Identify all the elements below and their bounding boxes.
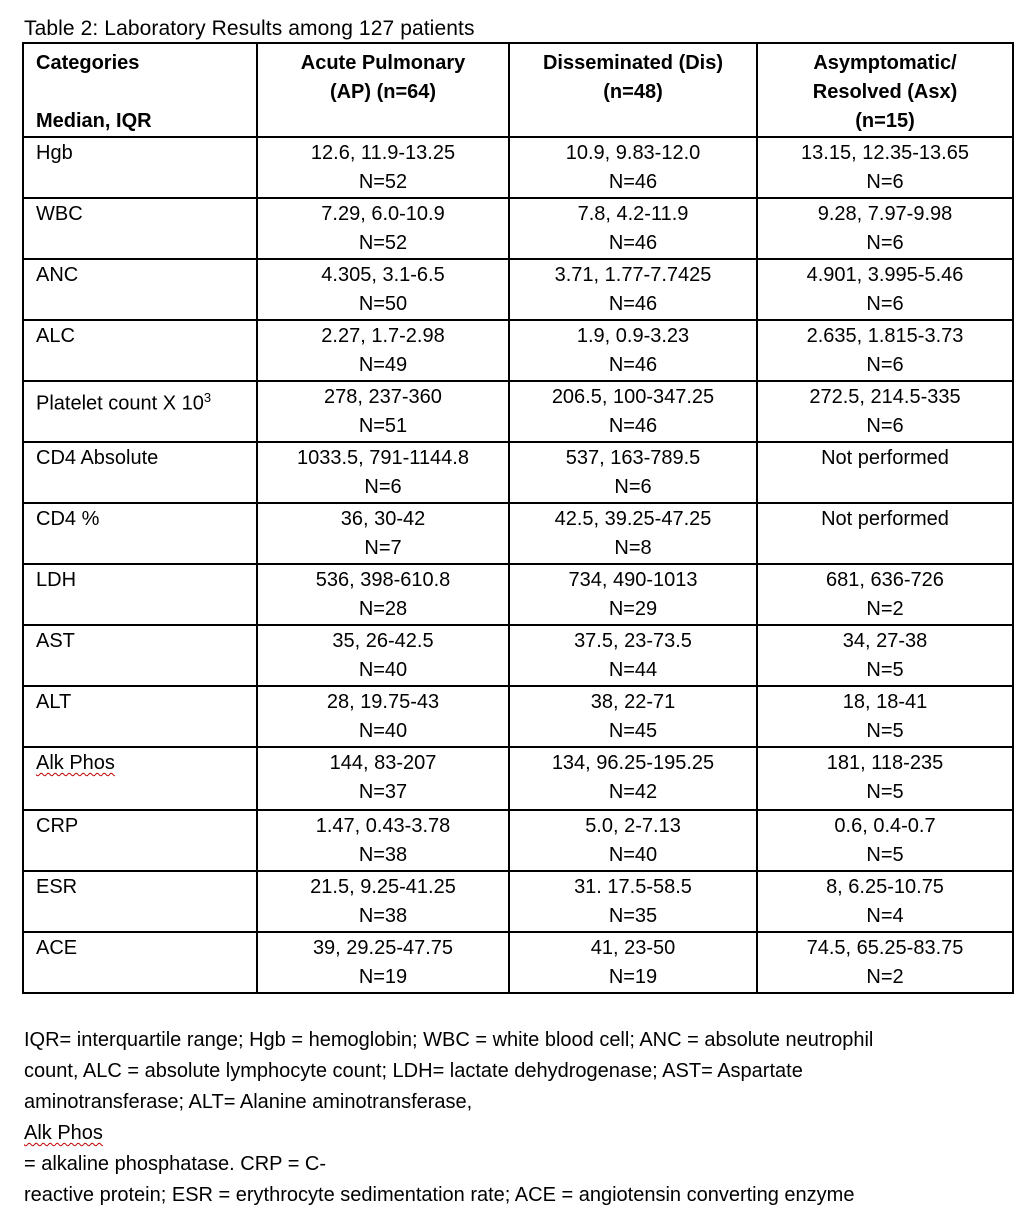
cell-n: N=49	[358, 354, 408, 376]
cell-value: 2.635, 1.815-3.73	[806, 325, 964, 347]
cell-n: N=6	[866, 354, 904, 376]
header-median-label: Median, IQR	[36, 110, 152, 132]
cell-value: 37.5, 23-73.5	[574, 630, 692, 652]
cell-value: 28, 19.75-43	[326, 691, 440, 713]
cell-n: N=6	[866, 415, 904, 437]
cell-value: 1033.5, 791-1144.8	[296, 447, 469, 469]
cell-ap	[257, 381, 509, 442]
lab-results-table	[22, 42, 1014, 994]
cell-n: N=5	[866, 781, 904, 803]
cell-n: N=6	[866, 293, 904, 315]
cell-asx	[757, 932, 1013, 993]
cell-value: 537, 163-789.5	[565, 447, 701, 469]
footnote-alk-phos: Alk Phos	[24, 1122, 103, 1144]
footnote-line	[24, 1087, 1014, 1180]
cell-value: 74.5, 65.25-83.75	[806, 937, 964, 959]
table-footnote	[24, 1025, 1014, 1211]
cell-n: N=19	[608, 966, 658, 988]
row-label: WBC	[36, 203, 83, 225]
cell-dis	[509, 564, 757, 625]
row-label	[24, 748, 256, 778]
cell-dis	[509, 625, 757, 686]
cell-n: N=6	[866, 171, 904, 193]
cell-n: N=5	[866, 659, 904, 681]
cell-ap	[257, 747, 509, 810]
cell-asx	[757, 442, 1013, 503]
cell-n: N=6	[866, 232, 904, 254]
table-row-platelet	[23, 381, 1013, 442]
table-row-alk-phos	[23, 747, 1013, 810]
cell-value: 42.5, 39.25-47.25	[554, 508, 712, 530]
cell-n: N=19	[358, 966, 408, 988]
header-asymptomatic	[757, 43, 1013, 137]
header-asx-line2: Resolved (Asx)	[812, 81, 958, 103]
cell-ap	[257, 564, 509, 625]
cell-value: 1.47, 0.43-3.78	[315, 815, 451, 837]
cell-n: N=40	[358, 659, 408, 681]
cell-value: 2.27, 1.7-2.98	[321, 325, 445, 347]
cell-n: N=5	[866, 844, 904, 866]
table-row-esr	[23, 871, 1013, 932]
cell-asx	[757, 810, 1013, 871]
cell-value: 134, 96.25-195.25	[551, 752, 715, 774]
footnote-line: IQR= interquartile range; Hgb = hemoglobin; WBC = white blood cell; ANC = absolute neutrophil	[24, 1029, 874, 1051]
cell-dis	[509, 503, 757, 564]
cell-value: 35, 26-42.5	[332, 630, 434, 652]
cell-dis	[509, 871, 757, 932]
cell-ap	[257, 625, 509, 686]
row-label: ALC	[36, 325, 75, 347]
row-label-superscript: 3	[203, 390, 212, 405]
cell-n: N=42	[608, 781, 658, 803]
cell-value: 4.901, 3.995-5.46	[806, 264, 964, 286]
header-acute-pulmonary	[257, 43, 509, 137]
cell-value: 38, 22-71	[590, 691, 676, 713]
cell-value: 9.28, 7.97-9.98	[817, 203, 953, 225]
cell-n: N=46	[608, 293, 658, 315]
cell-dis	[509, 137, 757, 198]
cell-value: 3.71, 1.77-7.7425	[554, 264, 712, 286]
table-row-ast	[23, 625, 1013, 686]
cell-asx	[757, 625, 1013, 686]
cell-n: N=50	[358, 293, 408, 315]
table-caption: Table 2: Laboratory Results among 127 patients	[24, 17, 475, 40]
cell-n: N=2	[866, 598, 904, 620]
cell-ap	[257, 320, 509, 381]
cell-n: N=40	[358, 720, 408, 742]
header-dis-line2: (n=48)	[603, 81, 663, 103]
cell-asx	[757, 503, 1013, 564]
header-ap-line1: Acute Pulmonary	[300, 52, 466, 74]
cell-value: Not performed	[821, 447, 949, 469]
cell-asx	[757, 259, 1013, 320]
cell-value: 12.6, 11.9-13.25	[310, 142, 456, 164]
cell-n: N=4	[866, 905, 904, 927]
cell-n: N=6	[614, 476, 652, 498]
table-row-cd4-percent	[23, 503, 1013, 564]
cell-n: N=8	[614, 537, 652, 559]
cell-n: N=38	[358, 905, 408, 927]
cell-n: N=45	[608, 720, 658, 742]
cell-asx	[757, 564, 1013, 625]
cell-value: 1.9, 0.9-3.23	[576, 325, 690, 347]
table-row-anc	[23, 259, 1013, 320]
cell-n: N=7	[364, 537, 402, 559]
header-dis-line1: Disseminated (Dis)	[542, 52, 724, 74]
row-label: CRP	[36, 815, 79, 837]
cell-ap	[257, 198, 509, 259]
cell-value: 13.15, 12.35-13.65	[801, 142, 969, 164]
cell-value: 206.5, 100-347.25	[551, 386, 715, 408]
table-row-hgb	[23, 137, 1013, 198]
cell-value: 41, 23-50	[590, 937, 676, 959]
table-row-alt	[23, 686, 1013, 747]
cell-asx	[757, 198, 1013, 259]
cell-ap	[257, 259, 509, 320]
cell-asx	[757, 871, 1013, 932]
cell-dis	[509, 686, 757, 747]
cell-value: 734, 490-1013	[568, 569, 698, 591]
cell-value: 144, 83-207	[329, 752, 437, 774]
table-header-row	[23, 43, 1013, 137]
header-disseminated	[509, 43, 757, 137]
cell-n: N=51	[358, 415, 408, 437]
row-label: ANC	[36, 264, 79, 286]
cell-n: N=40	[608, 844, 658, 866]
cell-value: 18, 18-41	[842, 691, 928, 713]
cell-dis	[509, 259, 757, 320]
cell-value: 39, 29.25-47.75	[312, 937, 454, 959]
cell-value: Not performed	[821, 508, 949, 530]
cell-n: N=46	[608, 354, 658, 376]
row-label: LDH	[36, 569, 77, 591]
table-row-ace	[23, 932, 1013, 993]
cell-value: 0.6, 0.4-0.7	[834, 815, 936, 837]
cell-ap	[257, 686, 509, 747]
cell-dis	[509, 198, 757, 259]
cell-dis	[509, 747, 757, 810]
cell-value: 272.5, 214.5-335	[809, 386, 961, 408]
footnote-line: count, ALC = absolute lymphocyte count; LDH= lactate dehydrogenase; AST= Aspartate	[24, 1060, 803, 1082]
row-label: ESR	[36, 876, 78, 898]
cell-n: N=44	[608, 659, 658, 681]
cell-value: 8, 6.25-10.75	[826, 876, 944, 898]
cell-n: N=29	[608, 598, 658, 620]
cell-value: 536, 398-610.8	[315, 569, 451, 591]
cell-dis	[509, 442, 757, 503]
cell-ap	[257, 503, 509, 564]
table-row-crp	[23, 810, 1013, 871]
cell-n: N=6	[364, 476, 402, 498]
header-asx-line1: Asymptomatic/	[813, 52, 957, 74]
cell-asx	[757, 137, 1013, 198]
cell-n: N=46	[608, 171, 658, 193]
header-categories	[23, 43, 257, 137]
cell-ap	[257, 932, 509, 993]
header-categories-label: Categories	[36, 52, 140, 74]
footnote-text: aminotransferase; ALT= Alanine aminotransferase,	[24, 1091, 473, 1113]
cell-n: N=52	[358, 171, 408, 193]
row-label: AST	[36, 630, 75, 652]
cell-value: 7.29, 6.0-10.9	[321, 203, 445, 225]
footnote-text: = alkaline phosphatase. CRP = C-	[24, 1153, 327, 1175]
cell-value: 21.5, 9.25-41.25	[310, 876, 456, 898]
cell-n: N=52	[358, 232, 408, 254]
table-row-ldh	[23, 564, 1013, 625]
cell-value: 31. 17.5-58.5	[574, 876, 692, 898]
cell-n: N=37	[358, 781, 408, 803]
cell-n: N=5	[866, 720, 904, 742]
row-label-text: Platelet count X 10	[36, 392, 204, 415]
row-label: CD4 Absolute	[36, 447, 159, 469]
cell-value: 181, 118-235	[826, 752, 944, 774]
row-label: CD4 %	[36, 508, 100, 530]
row-label: ACE	[36, 937, 78, 959]
cell-value: 681, 636-726	[826, 569, 944, 591]
row-label: Hgb	[36, 142, 73, 164]
row-label	[24, 382, 256, 419]
row-label-text: Alk Phos	[36, 752, 115, 774]
cell-ap	[257, 137, 509, 198]
cell-value: 7.8, 4.2-11.9	[577, 203, 689, 225]
cell-n: N=35	[608, 905, 658, 927]
table-row-alc	[23, 320, 1013, 381]
cell-value: 5.0, 2-7.13	[585, 815, 681, 837]
row-label: ALT	[36, 691, 72, 713]
cell-ap	[257, 871, 509, 932]
cell-ap	[257, 442, 509, 503]
cell-asx	[757, 320, 1013, 381]
header-asx-line3: (n=15)	[855, 110, 915, 132]
cell-asx	[757, 686, 1013, 747]
footnote-line: reactive protein; ESR = erythrocyte sedimentation rate; ACE = angiotensin converting enzyme	[24, 1184, 855, 1206]
cell-value: 4.305, 3.1-6.5	[321, 264, 445, 286]
cell-n: N=38	[358, 844, 408, 866]
cell-dis	[509, 381, 757, 442]
cell-asx	[757, 747, 1013, 810]
header-ap-line2: (AP) (n=64)	[329, 81, 437, 103]
cell-value: 34, 27-38	[842, 630, 928, 652]
cell-n: N=2	[866, 966, 904, 988]
cell-dis	[509, 810, 757, 871]
table-row-cd4-absolute	[23, 442, 1013, 503]
cell-asx	[757, 381, 1013, 442]
cell-n: N=46	[608, 415, 658, 437]
cell-dis	[509, 932, 757, 993]
cell-dis	[509, 320, 757, 381]
cell-ap	[257, 810, 509, 871]
cell-value: 278, 237-360	[324, 386, 442, 408]
cell-value: 36, 30-42	[340, 508, 426, 530]
table-row-wbc	[23, 198, 1013, 259]
cell-n: N=46	[608, 232, 658, 254]
cell-n: N=28	[358, 598, 408, 620]
cell-value: 10.9, 9.83-12.0	[565, 142, 701, 164]
